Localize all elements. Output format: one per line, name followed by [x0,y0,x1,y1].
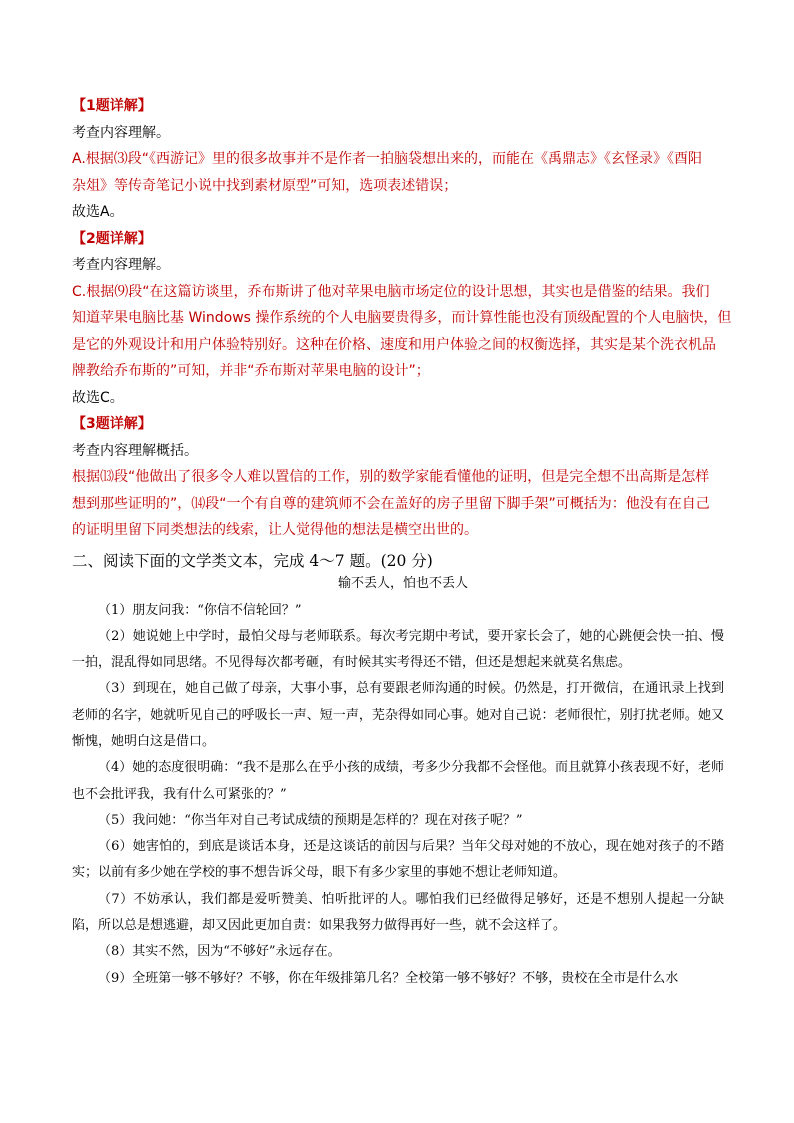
answer-line: 牌教给乔布斯的”可知，并非“乔布斯对苹果电脑的设计”； [72,363,430,379]
answer-type: 考查内容理解。 [72,257,170,273]
answer-type: 考查内容理解概括。 [72,442,198,459]
answer-choice: 故选A。 [72,204,124,220]
story-title: 输不丢人，怕也不丢人 [337,575,468,591]
story-body [72,598,724,992]
story-paragraph: （8）其实不然，因为“不够好”永远存在。 [98,944,341,960]
answer-line: C.根据⑼段“在这篇访谈里，乔布斯讲了他对苹果电脑市场定位的设计思想，其实也是借鉴的结果。我们 [72,283,710,300]
answer-line: 杂俎》等传奇笔记小说中找到素材原型”可知，选项表述错误； [72,177,458,194]
answer-line: 的证明里留下同类想法的线索，让人觉得他的想法是横空出世的。 [72,522,478,538]
answer-heading: 【1题详解】 [72,98,152,114]
answer-1 [72,93,724,226]
story-paragraph: （3）到现在，她自己做了母亲，大事小事，总有要跟老师沟通的时候。仍然是，打开微信，在通讯录上找到老师的名字，她就听见自己的呼吸长一声、短一声，芜杂得如同心事。她对自己说：老师很忙，别打扰老师。她又惭愧，她明白这是借口。 [72,681,724,749]
story-paragraph: （9）全班第一够不够好？不够，你在年级排第几名？全校第一够不够好？不够，贵校在全市是什么水 [98,970,679,986]
story-paragraph: （6）她害怕的，到底是谈话本身，还是这谈话的前因与后果？当年父母对她的不放心，现在她对孩子的不踏实；以前有多少她在学校的事不想告诉父母，眼下有多少家里的事她不想让老师知道。 [72,839,724,881]
answer-line: 是它的外观设计和用户体验特别好。这种在价格、速度和用户体验之间的权衡选择，其实是某个洗衣机品 [72,336,716,353]
answer-3 [72,411,724,544]
story-paragraph: （2）她说她上中学时，最怕父母与老师联系。每次考完期中考试，要开家长会了，她的心跳便会快一拍、慢一拍，混乱得如同思绪。不见得每次都考砸，有时候其实考得还不错，但还是想起来就莫名焦虑。 [72,628,724,671]
answer-line: 知道苹果电脑比基 Windows 操作系统的个人电脑要贵得多，而计算性能也没有顶级配置的个人电脑快，但 [72,310,732,326]
story-paragraph: （7）不妨承认，我们都是爱听赞美、怕听批评的人。哪怕我们已经做得足够好，还是不想别人提起一分缺陷，所以总是想逃避，却又因此更加自责：如果我努力做得再好一些，就不会这样了。 [72,891,724,934]
story-paragraph: （4）她的态度很明确：“我不是那么在乎小孩的成绩，考多少分我都不会怪他。而且就算小孩表现不好，老师也不会批评我，我有什么可紧张的？” [72,760,724,802]
story-paragraph: （5）我问她：“你当年对自己考试成绩的预期是怎样的？现在对孩子呢？” [98,812,523,828]
answer-line: A.根据⑶段“《西游记》里的很多故事并不是作者一拍脑袋想出来的，而能在《禹鼎志》《玄怪录》《酉阳 [72,151,703,167]
answer-line: 想到那些证明的”，⒁段“一个有自尊的建筑师不会在盖好的房子里留下脚手架”可概括为：他没有在自己 [72,495,710,512]
answer-line: 根据⒀段“他做出了很多令人难以置信的工作，别的数学家能看懂他的证明，但是完全想不出高斯是怎样 [72,469,710,485]
story-paragraph: （1）朋友问我：“你信不信轮回？” [98,602,302,618]
answer-2 [72,226,732,412]
document-page [72,93,732,992]
answer-heading: 【3题详解】 [72,416,152,432]
answer-choice: 故选C。 [72,389,124,406]
answer-type: 考查内容理解。 [72,124,170,141]
answer-heading: 【2题详解】 [72,230,152,247]
section-heading: 二、阅读下面的文学类文本，完成 4～7 题。(20 分) [72,551,433,570]
